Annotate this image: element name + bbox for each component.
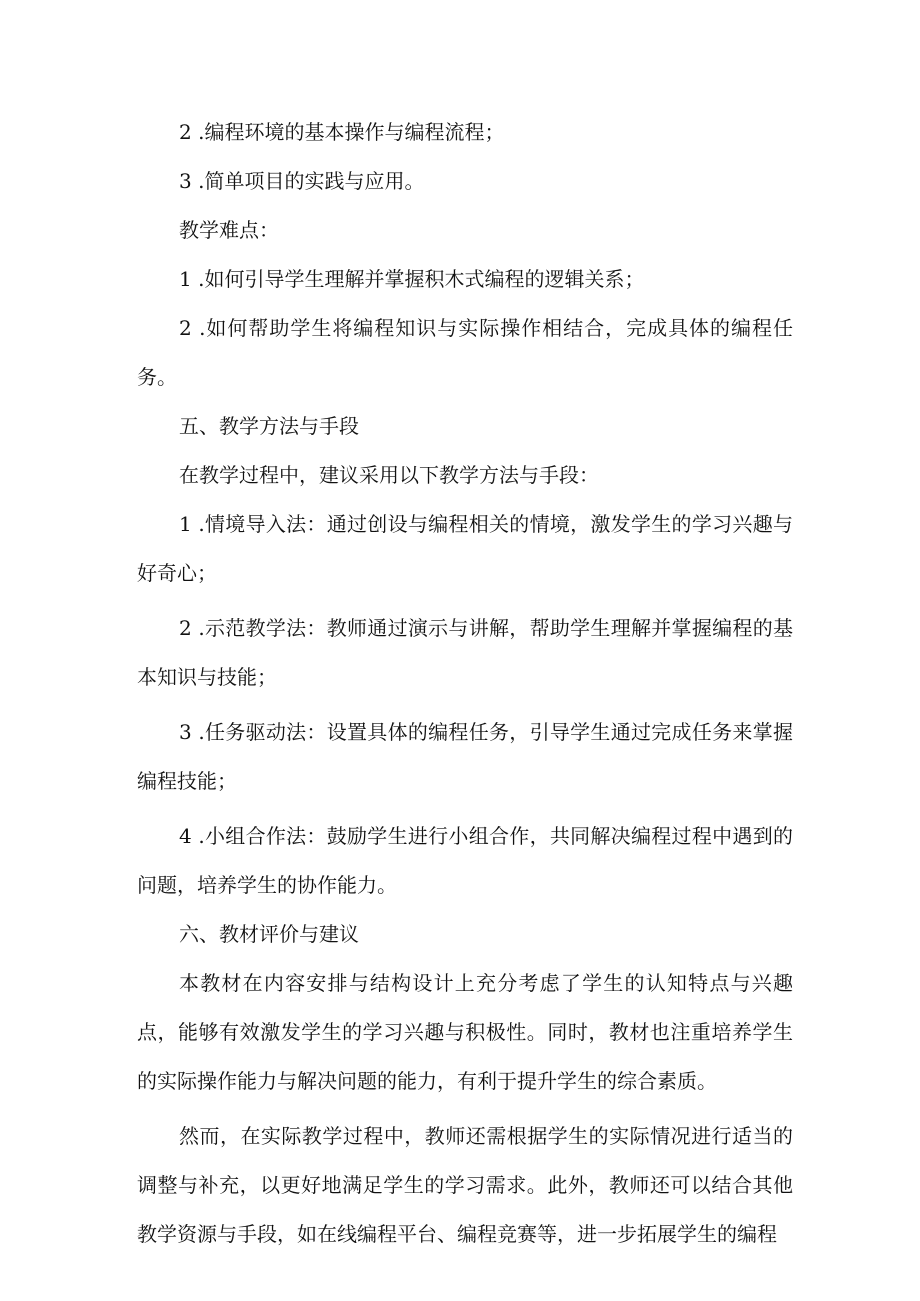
list-item-difficulty-2: 2 .如何帮助学生将编程知识与实际操作相结合，完成具体的编程任务。 [137,316,793,389]
list-item-difficulty-1: 1 .如何引导学生理解并掌握积木式编程的逻辑关系； [179,267,645,291]
list-item-method-3: 3 .任务驱动法：设置具体的编程任务，引导学生通过完成任务来掌握编程技能； [137,720,793,793]
paragraph-suggestion: 然而，在实际教学过程中，教师还需根据学生的实际情况进行适当的调整与补充，以更好地满足学生的学习需求。此外，教师还可以结合其他教学资源与手段，如在线编程平台、编程竞赛等，进一步拓展学生的编程 [137,1124,793,1246]
list-item-key-point-2: 2 .编程环境的基本操作与编程流程； [179,120,505,144]
list-item-method-1: 1 .情境导入法：通过创设与编程相关的情境，激发学生的学习兴趣与好奇心； [137,512,793,585]
document-body [137,108,793,1259]
list-item-method-4: 4 .小组合作法：鼓励学生进行小组合作，共同解决编程过程中遇到的问题，培养学生的协作能力。 [137,824,793,897]
subheading-teaching-difficulties: 教学难点： [179,218,279,242]
list-item-key-point-3: 3 .简单项目的实践与应用。 [179,169,425,193]
paragraph-evaluation: 本教材在内容安排与结构设计上充分考虑了学生的认知特点与兴趣点，能够有效激发学生的学习兴趣与积极性。同时，教材也注重培养学生的实际操作能力与解决问题的能力，有利于提升学生的综合素质。 [137,971,793,1093]
list-item-method-2: 2 .示范教学法：教师通过演示与讲解，帮助学生理解并掌握编程的基本知识与技能； [137,616,793,689]
section-heading-evaluation: 六、教材评价与建议 [179,922,359,946]
section-heading-methods: 五、教学方法与手段 [179,414,359,438]
paragraph-methods-intro: 在教学过程中，建议采用以下教学方法与手段： [179,463,599,487]
